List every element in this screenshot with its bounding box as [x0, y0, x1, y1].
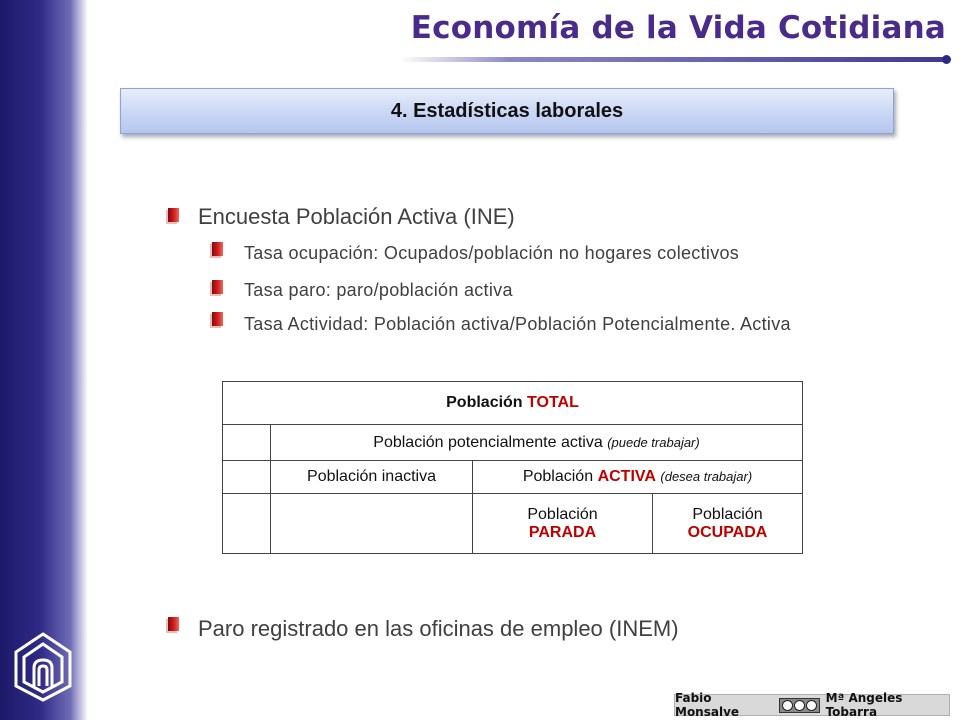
table-row	[223, 382, 803, 425]
total-label: Población	[446, 394, 523, 411]
bullet-icon	[212, 280, 223, 294]
university-emblem-icon	[10, 630, 76, 702]
active-note: (desea trabajar)	[660, 469, 753, 484]
page-title: Economía de la Vida Cotidiana	[410, 10, 946, 46]
underline-dot	[942, 55, 951, 64]
table-row	[223, 425, 803, 461]
footer-credits	[674, 691, 950, 719]
section-heading: 4. Estadísticas laborales	[120, 88, 894, 134]
cell-total	[223, 382, 803, 425]
parada-word: PARADA	[528, 523, 597, 541]
sidebar-band	[0, 0, 88, 720]
bullet-icon	[168, 617, 179, 631]
total-word: TOTAL	[527, 394, 579, 411]
ocupada-label: Población	[692, 505, 763, 523]
bullet-tasa-ocupacion: Tasa ocupación: Ocupados/población no hogares colectivos	[244, 243, 740, 263]
cell-potential	[271, 425, 803, 461]
cell-parada	[473, 494, 653, 554]
population-table	[222, 381, 803, 554]
empty-cell	[271, 494, 473, 554]
cell-inactive: Población inactiva	[271, 461, 473, 494]
active-label: Población	[522, 468, 594, 485]
cell-active	[473, 461, 803, 494]
bullet-tasa-actividad: Tasa Actividad: Población activa/Población Potencialmente. Activa	[244, 314, 791, 334]
table-row	[223, 494, 803, 554]
potential-note: (puede trabajar)	[607, 434, 700, 450]
bullet-tasa-paro: Tasa paro: paro/población activa	[244, 280, 513, 300]
parada-label: Población	[527, 505, 598, 523]
table-row	[223, 461, 803, 494]
bullet-paro-registrado: Paro registrado en las oficinas de empleo (INEM)	[198, 616, 679, 641]
bullet-epa: Encuesta Población Activa (INE)	[198, 204, 515, 229]
empty-cell	[223, 425, 271, 461]
creative-commons-icon	[779, 698, 820, 713]
footer-author-2: Mª Angeles Tobarra	[825, 691, 903, 719]
bullet-icon	[212, 242, 223, 256]
active-word: ACTIVA	[597, 468, 656, 485]
cell-ocupada	[653, 494, 803, 554]
ocupada-word: OCUPADA	[687, 523, 768, 541]
footer-author-1: Fabio Monsalve	[675, 691, 740, 719]
bullet-icon	[168, 208, 179, 222]
empty-cell	[223, 461, 271, 494]
potential-label: Población potencialmente activa	[373, 433, 603, 451]
bullet-icon	[212, 312, 223, 326]
title-underline	[400, 57, 948, 62]
empty-cell	[223, 494, 271, 554]
